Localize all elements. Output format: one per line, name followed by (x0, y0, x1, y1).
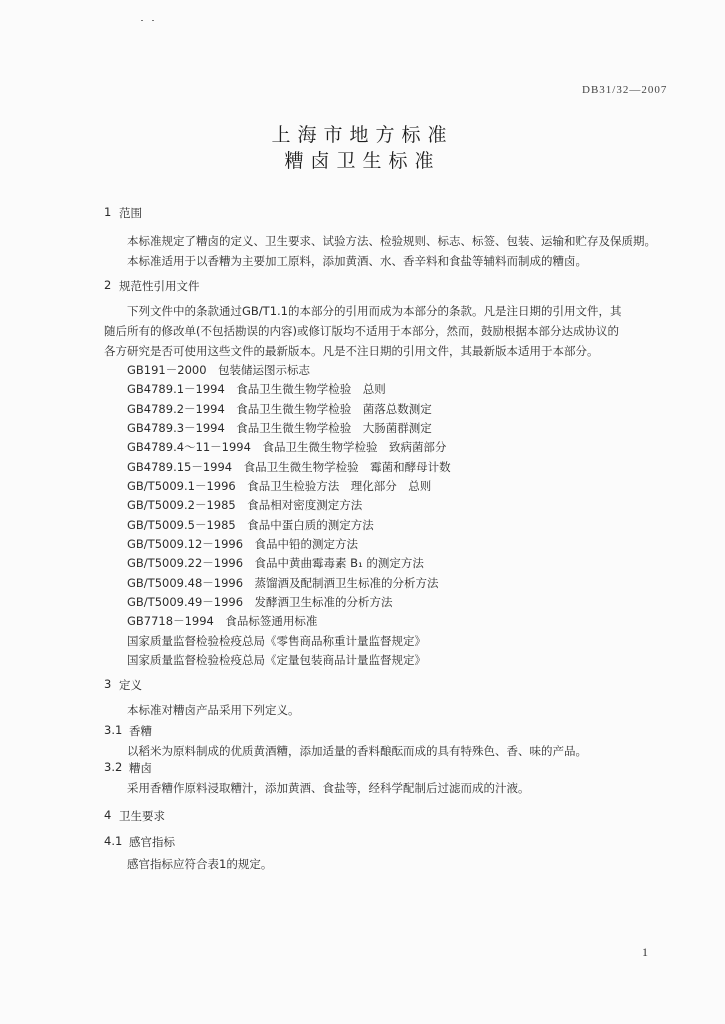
section-1-paragraph-2: 本标准适用于以香糟为主要加工原料，添加黄酒、水、香辛料和食盐等辅料而制成的糟卤。 (127, 254, 587, 268)
section-2-paragraph-line-3: 各方研究是否可使用这些文件的最新版本。凡是不注日期的引用文件，其最新版本适用于本部分。 (104, 344, 599, 358)
section-number: 2 (104, 278, 112, 292)
section-1-paragraph-1: 本标准规定了糟卤的定义、卫生要求、试验方法、检验规则、标志、标签、包装、运输和贮存及保质期。 (127, 234, 656, 248)
section-title: 定义 (119, 678, 142, 692)
reference-item: 国家质量监督检验检疫总局《定量包装商品计量监督规定》 (127, 653, 426, 667)
reference-item: GB/T5009.49－1996 发酵酒卫生标准的分析方法 (127, 595, 393, 609)
page-number: 1 (642, 945, 648, 959)
section-title: 卫生要求 (119, 809, 165, 823)
subsection-title: 香糟 (129, 724, 152, 738)
reference-item: GB/T5009.48－1996 蒸馏酒及配制酒卫生标准的分析方法 (127, 576, 439, 590)
reference-item: GB/T5009.1－1996 食品卫生检验方法 理化部分 总则 (127, 479, 432, 493)
subsection-number: 3.1 (104, 723, 123, 737)
definition-3-1-text: 以稻米为原料制成的优质黄酒糟，添加适量的香料酿酝而成的具有特殊色、香、味的产品。 (127, 744, 587, 758)
scan-speck (141, 20, 143, 21)
section-number: 3 (104, 677, 112, 691)
definition-3-2-text: 采用香糟作原料浸取糟汁，添加黄酒、食盐等，经科学配制后过滤而成的汁液。 (127, 781, 530, 795)
section-2-paragraph-line-1: 下列文件中的条款通过GB/T1.1的本部分的引用而成为本部分的条款。凡是注日期的引用文件，其 (127, 304, 622, 318)
document-title-line-1: 上海市地方标准 (271, 124, 454, 146)
document-number: DB31/32—2007 (582, 84, 668, 96)
reference-item: 国家质量监督检验检疫总局《零售商品称重计量监督规定》 (127, 634, 426, 648)
subsection-title: 感官指标 (129, 835, 175, 849)
section-number: 1 (104, 205, 112, 219)
section-3-intro: 本标准对糟卤产品采用下列定义。 (127, 703, 300, 717)
section-title: 规范性引用文件 (119, 279, 200, 293)
section-2-paragraph-line-2: 随后所有的修改单(不包括勘误的内容)或修订版均不适用于本部分，然而，鼓励根据本部分达成协议的 (104, 324, 619, 338)
reference-item: GB4789.15－1994 食品卫生微生物学检验 霉菌和酵母计数 (127, 460, 451, 474)
subsection-4-1-text: 感官指标应符合表1的规定。 (127, 857, 273, 871)
reference-item: GB/T5009.12－1996 食品中铅的测定方法 (127, 537, 359, 551)
reference-item: GB4789.2－1994 食品卫生微生物学检验 菌落总数测定 (127, 402, 432, 416)
reference-item: GB191－2000 包装储运图示标志 (127, 363, 311, 377)
reference-item: GB4789.1－1994 食品卫生微生物学检验 总则 (127, 382, 386, 396)
section-title: 范围 (119, 206, 142, 220)
reference-item: GB7718－1994 食品标签通用标准 (127, 614, 318, 628)
reference-item: GB/T5009.5－1985 食品中蛋白质的测定方法 (127, 518, 374, 532)
reference-item: GB4789.4～11－1994 食品卫生微生物学检验 致病菌部分 (127, 440, 447, 454)
document-title-line-2: 糟卤卫生标准 (284, 150, 441, 172)
subsection-number: 3.2 (104, 760, 123, 774)
subsection-number: 4.1 (104, 834, 123, 848)
scan-speck (152, 20, 154, 21)
reference-item: GB/T5009.22－1996 食品中黄曲霉毒素 B₁ 的测定方法 (127, 556, 424, 570)
subsection-title: 糟卤 (129, 761, 152, 775)
reference-item: GB/T5009.2－1985 食品相对密度测定方法 (127, 498, 363, 512)
reference-item: GB4789.3－1994 食品卫生微生物学检验 大肠菌群测定 (127, 421, 432, 435)
section-number: 4 (104, 808, 112, 822)
